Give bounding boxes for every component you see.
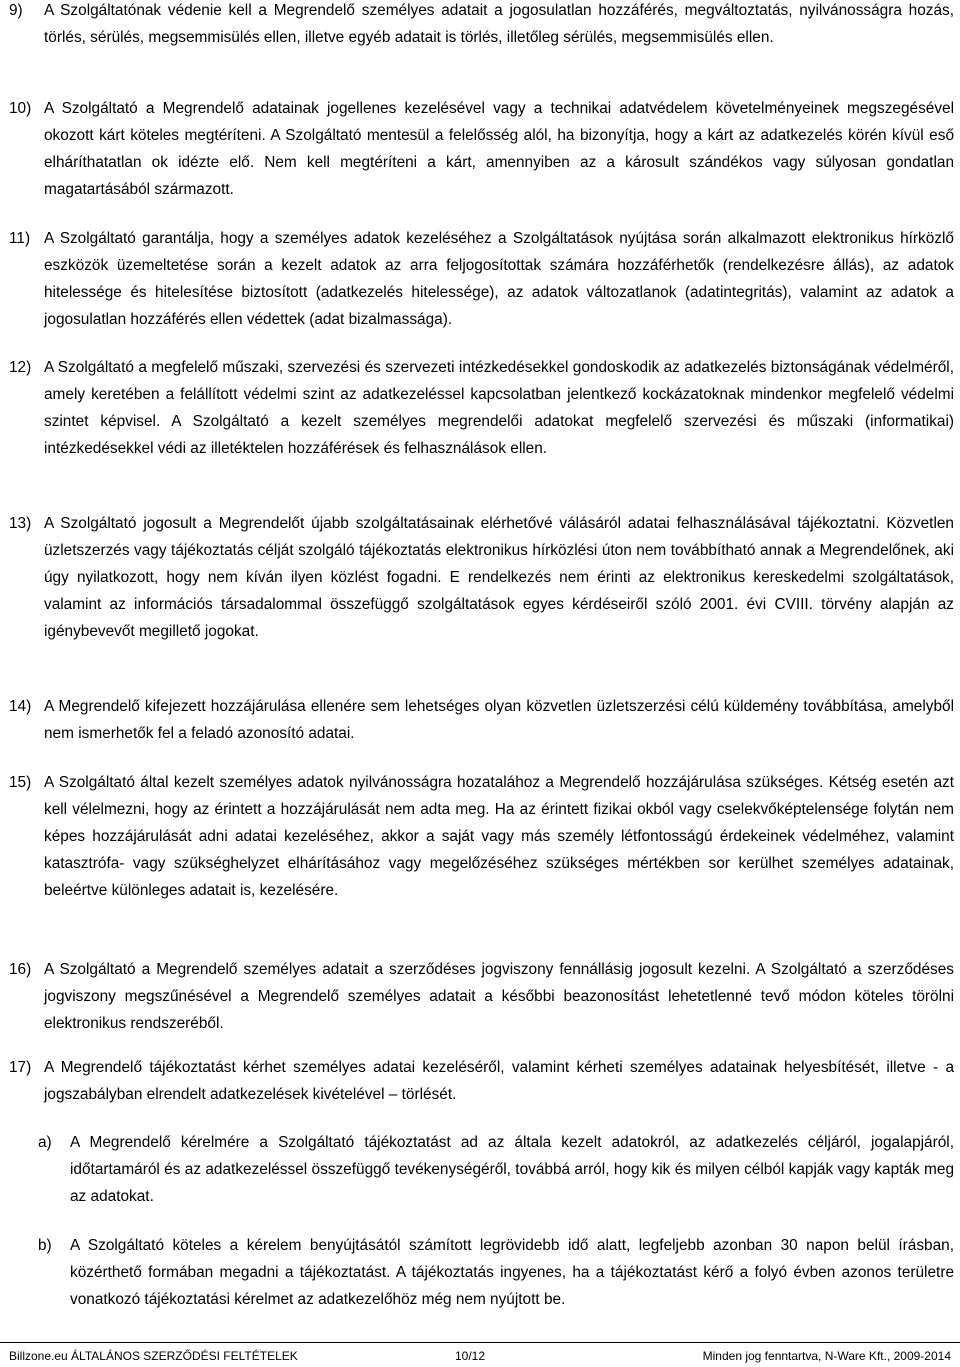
item-number: 17): [9, 1059, 32, 1076]
item-text: A Szolgáltató által kezelt személyes adatok nyilvánosságra hozatalához a Megrendelő hozzájárulása szükséges. Kétség esetén azt kell vélelmezni, hogy az érintett a hozzájárulását nem adta meg. Ha az érintett fizikai okból vagy cselekvőképtelensége folytán nem képes hozzájárulását adni adatai kezeléséhez, akkor a saját vagy más személy létfontosságú érdekeinek védelméhez, valamint katasztrófa- vagy szükséghelyzet elhárításához vagy megelőzéséhez szükséges mértékben sor kerülhet személyes adatainak, beleértve különleges adatait is, kezelésére.: [44, 774, 954, 899]
item-text: A Megrendelő tájékoztatást kérhet személyes adatai kezeléséről, valamint kérheti személyes adatainak helyesbítését, illetve - a jogszabályban elrendelt adatkezelések kivételével – törlését.: [44, 1059, 954, 1103]
item-number: 12): [9, 359, 32, 376]
item-text: A Szolgáltató garantálja, hogy a személyes adatok kezeléséhez a Szolgáltatások nyújtása során alkalmazott elektronikus hírközlő eszközök üzemeltetése során a kezelt adatok az arra feljogosítottak számára hozzáférhetők (rendelkezésre állás), az adatok hitelessége és hitelesítése biztosított (adatkezelés hitelessége), az adatok változatlanok (adatintegritás), valamint az adatok a jogosulatlan hozzáférés ellen védettek (adat bizalmassága).: [44, 230, 954, 328]
item-number: 11): [9, 230, 31, 247]
list-item-13: [9, 510, 954, 645]
sub-item-text: A Megrendelő kérelmére a Szolgáltató tájékoztatást ad az általa kezelt adatokról, az adatkezelés céljáról, jogalapjáról, időtartamáról és az adatkezeléssel összefüggő tevékenységéről, továbbá arról, hogy kik és milyen célból kapják vagy kapták meg az adatokat.: [70, 1134, 954, 1205]
list-item-12: [9, 354, 954, 462]
list-item-14: [9, 693, 954, 747]
item-number: 10): [9, 100, 32, 117]
page-footer: [0, 1342, 960, 1365]
item-number: 15): [9, 774, 32, 791]
item-text: A Szolgáltatónak védenie kell a Megrendelő személyes adatait a jogosulatlan hozzáférés, megváltoztatás, nyilvánosságra hozás, törlés, sérülés, megsemmisülés ellen, illetve egyéb adatait is törlés, illetőleg sérülés, megsemmisülés ellen.: [44, 2, 954, 46]
item-number: 9): [9, 2, 23, 19]
sub-item-letter: a): [38, 1134, 52, 1151]
item-text: A Szolgáltató a megfelelő műszaki, szervezési és szervezeti intézkedésekkel gondoskodik az adatkezelés biztonságának védelméről, amely keretében a felállított védelmi szint az adatkezeléssel kapcsolatban jelentkező kockázatoknak mindenkor megfelelő védelmi szintet képvisel. A Szolgáltató a kezelt személyes megrendelői adatokat megfelelő szervezési és műszaki (informatikai) intézkedésekkel védi az illetéktelen hozzáférések és felhasználások ellen.: [44, 359, 954, 457]
item-number: 14): [9, 698, 32, 715]
list-item-15: [9, 769, 954, 904]
list-item-9: [9, 0, 954, 51]
item-number: 16): [9, 961, 32, 978]
footer-copyright: Minden jog fenntartva, N-Ware Kft., 2009-2014: [702, 1349, 951, 1363]
item-text: A Megrendelő kifejezett hozzájárulása ellenére sem lehetséges olyan közvetlen üzletszerzési célú küldemény továbbítása, amelyből nem ismerhetők fel a feladó azonosító adatai.: [44, 698, 954, 742]
sub-item-text: A Szolgáltató köteles a kérelem benyújtásától számított legrövidebb idő alatt, legfeljebb azonban 30 napon belül írásban, közérthető formában megadni a tájékoztatást. A tájékoztatás ingyenes, ha a tájékoztatást kérő a folyó évben azonos területre vonatkozó tájékoztatási kérelmet az adatkezelőhöz még nem nyújtott be.: [70, 1237, 954, 1308]
list-item-11: [9, 225, 954, 333]
item-text: A Szolgáltató jogosult a Megrendelőt újabb szolgáltatásainak elérhetővé válásáról adatai felhasználásával tájékoztatni. Közvetlen üzletszerzés vagy tájékoztatás célját szolgáló tájékoztatás elektronikus hírközlési úton nem továbbítható annak a Megrendelőnek, aki úgy nyilatkozott, hogy nem kíván ilyen közlést fogadni. E rendelkezés nem érinti az elektronikus kereskedelmi szolgáltatások, valamint az információs társadalommal összefüggő szolgáltatások egyes kérdéseiről szóló 2001. évi CVIII. törvény alapján az igénybevevőt megillető jogokat.: [44, 515, 954, 640]
footer-page-number: 10/12: [455, 1349, 486, 1363]
item-text: A Szolgáltató a Megrendelő személyes adatait a szerződéses jogviszony fennállásig jogosult kezelni. A Szolgáltató a szerződéses jogviszony megszűnésével a Megrendelő személyes adatait a későbbi beazonosítást lehetetlenné tevő módon köteles törölni elektronikus rendszeréből.: [44, 961, 954, 1032]
list-item-17: [9, 1054, 954, 1108]
sub-item-a: [38, 1129, 954, 1210]
item-text: A Szolgáltató a Megrendelő adatainak jogellenes kezelésével vagy a technikai adatvédelem követelményeinek megszegésével okozott kárt köteles megtéríteni. A Szolgáltató mentesül a felelősség alól, ha bizonyítja, hogy a kárt az adatkezelés körén kívül eső elháríthatatlan ok idézte elő. Nem kell megtéríteni a kárt, amennyiben az a károsult szándékos vagy súlyosan gondatlan magatartásából származott.: [44, 100, 954, 198]
sub-item-b: [38, 1232, 954, 1313]
item-number: 13): [9, 515, 32, 532]
list-item-10: [9, 95, 954, 203]
list-item-16: [9, 956, 954, 1037]
sub-item-letter: b): [38, 1237, 52, 1254]
footer-document-title: Billzone.eu ÁLTALÁNOS SZERZŐDÉSI FELTÉTELEK: [9, 1349, 298, 1363]
